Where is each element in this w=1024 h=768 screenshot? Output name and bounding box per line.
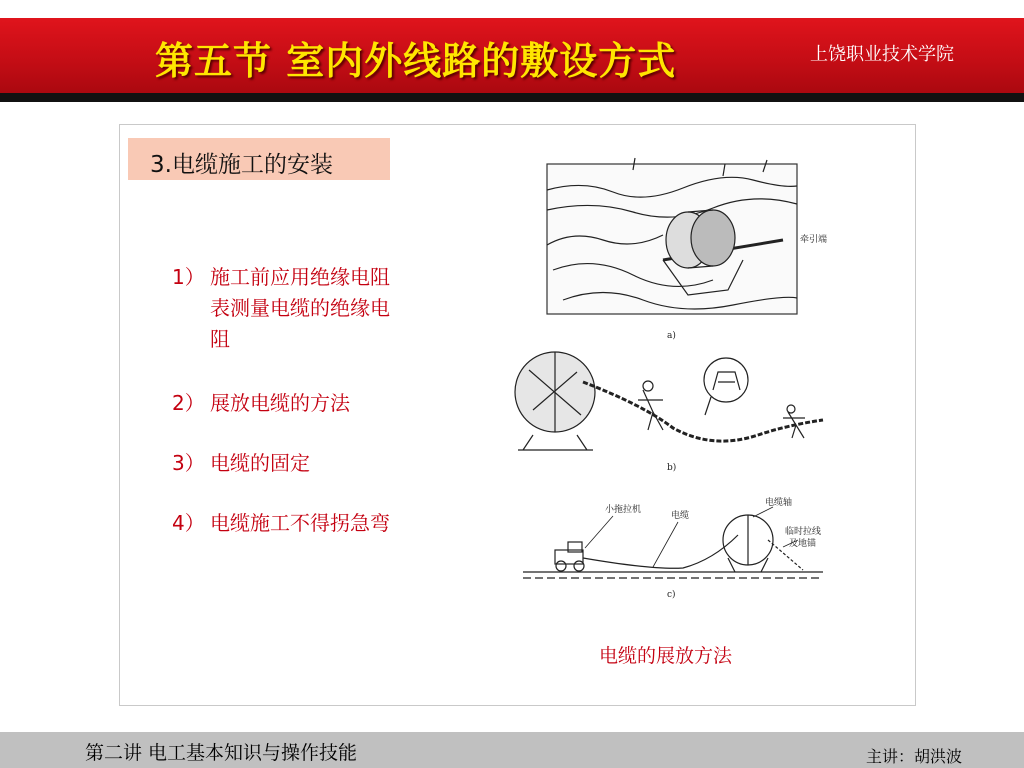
list-item — [172, 262, 400, 355]
label-ground-anchor: 及地锚 — [789, 539, 817, 549]
label-temp-wire: 临时拉线 — [785, 527, 822, 537]
panel-a-drawing — [547, 158, 797, 314]
list-item-text: 电缆施工不得拐急弯 — [210, 511, 390, 535]
figure-caption: 电缆的展放方法 — [599, 645, 733, 667]
list-item-text: 展放电缆的方法 — [210, 391, 350, 415]
label-cable: 电缆 — [671, 511, 690, 521]
list-item-number: 2） — [172, 391, 205, 415]
footer-lecturer: 主讲：胡洪波 — [866, 747, 963, 766]
section-heading: 3.电缆施工的安装 — [150, 152, 333, 178]
title-banner-underline — [0, 93, 1024, 102]
list-item — [172, 508, 400, 539]
label-small-tractor: 小拖拉机 — [605, 505, 642, 515]
footer-course-title: 第二讲 电工基本知识与操作技能 — [85, 742, 358, 764]
list-item-number: 4） — [172, 511, 205, 535]
list-item-text: 施工前应用绝缘电阻表测量电缆的绝缘电阻 — [210, 265, 390, 351]
panel-a-label: a) — [667, 331, 676, 341]
cable-laying-illustration — [513, 150, 828, 610]
list-item-number: 1） — [172, 265, 205, 289]
list-item-text: 电缆的固定 — [210, 451, 310, 475]
panel-b-drawing — [515, 352, 823, 450]
label-cable-reel: 电缆轴 — [765, 498, 793, 508]
list-item — [172, 448, 400, 479]
school-name: 上饶职业技术学院 — [810, 44, 954, 65]
panel-c-label: c) — [667, 590, 676, 600]
list-item — [172, 388, 400, 419]
slide-title: 第五节 室内外线路的敷设方式 — [155, 39, 677, 83]
label-pull-end: 牵引端 — [800, 235, 828, 245]
list-item-number: 3） — [172, 451, 205, 475]
panel-b-label: b) — [667, 463, 677, 473]
